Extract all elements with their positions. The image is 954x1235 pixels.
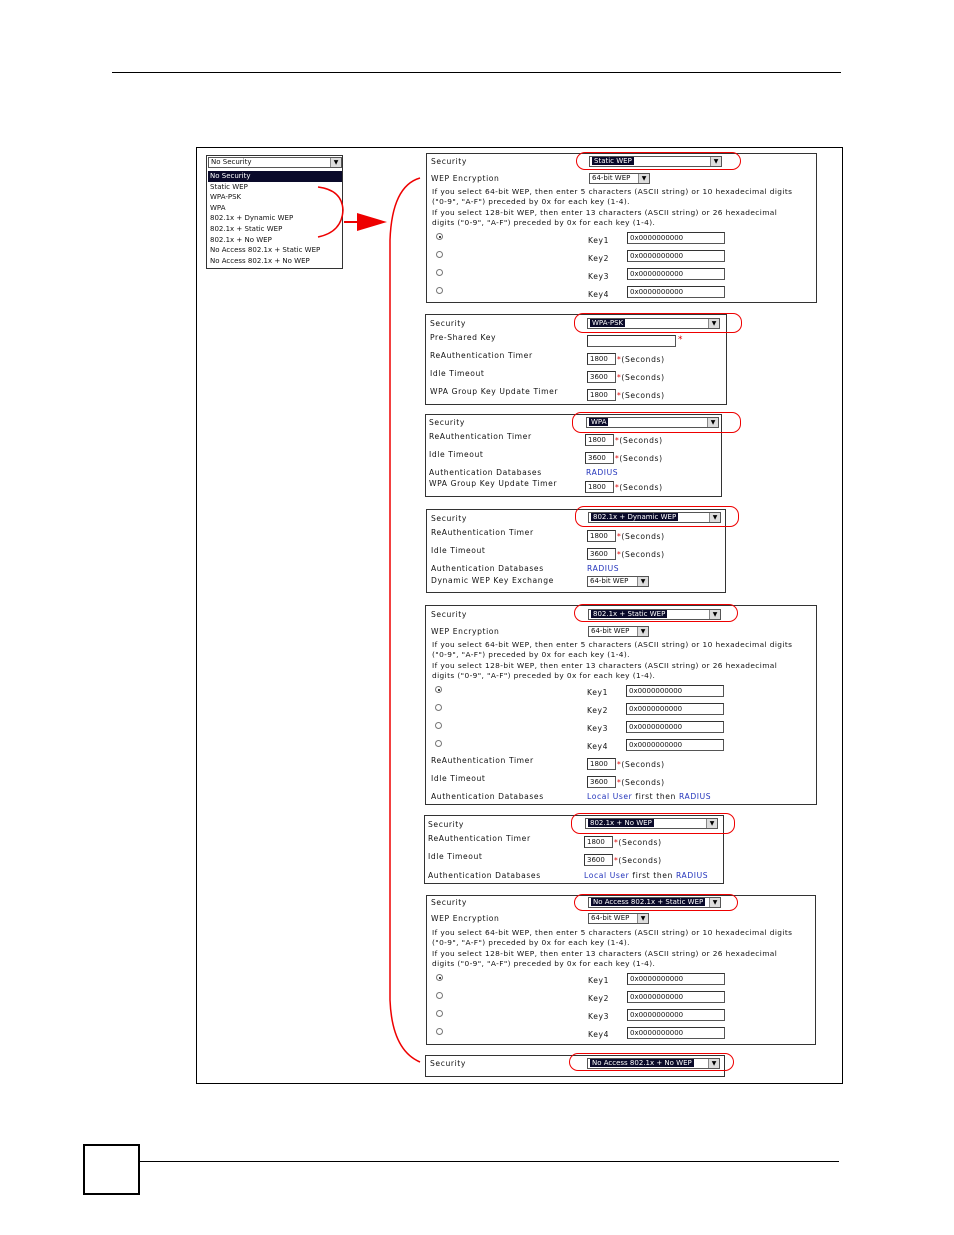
reauth-label: ReAuthentication Timer [429, 432, 532, 441]
key2-radio[interactable] [436, 251, 443, 258]
auth-db-value [584, 871, 708, 880]
key3-radio[interactable] [435, 722, 442, 729]
security-label: Security [430, 319, 466, 328]
first-then-text: first then [632, 871, 673, 880]
seconds-label: *(Seconds) [617, 391, 665, 400]
wep-note-128: If you select 128-bit WEP, then enter 13 characters (ASCII string) or 26 hexadecimal digits ("0-9", "A-F") preceded by 0x for each key (1-4). [432, 949, 778, 969]
psk-input[interactable] [587, 335, 676, 347]
option-static-wep[interactable]: Static WEP [210, 182, 248, 191]
key4-label: Key4 [588, 290, 609, 299]
key3-label: Key3 [588, 1012, 609, 1021]
key1-input[interactable]: 0x0000000000 [627, 232, 725, 244]
key4-input[interactable]: 0x0000000000 [627, 286, 725, 298]
reauth-label: ReAuthentication Timer [430, 351, 533, 360]
key4-input[interactable]: 0x0000000000 [626, 739, 724, 751]
chevron-down-icon[interactable]: ▼ [709, 898, 720, 907]
option-no-access-no-wep[interactable]: No Access 802.1x + No WEP [210, 256, 310, 265]
key2-input[interactable]: 0x0000000000 [626, 703, 724, 715]
auth-db-label: Authentication Databases [431, 792, 544, 801]
reauth-label: ReAuthentication Timer [431, 528, 534, 537]
select-value: 802.1x + No WEP [590, 819, 652, 827]
wep-encryption-select[interactable] [588, 626, 649, 637]
wep-note-64: If you select 64-bit WEP, then enter 5 characters (ASCII string) or 10 hexadecimal digits ("0-9", "A-F") preceded by 0x for each key (1-4). [432, 187, 793, 207]
key3-label: Key3 [587, 724, 608, 733]
select-value: 64-bit WEP [592, 174, 631, 182]
key1-label: Key1 [587, 688, 608, 697]
group-key-label: WPA Group Key Update Timer [429, 479, 558, 488]
wep-note-128: If you select 128-bit WEP, then enter 13 characters (ASCII string) or 26 hexadecimal digits ("0-9", "A-F") preceded by 0x for each key (1-4). [432, 208, 778, 228]
highlight-oval [572, 412, 741, 433]
required-mark: * [617, 778, 622, 787]
highlight-oval [569, 1053, 734, 1071]
security-select-value: No Security [211, 158, 252, 166]
select-value: 802.1x + Static WEP [593, 610, 666, 618]
wep-note-64: If you select 64-bit WEP, then enter 5 characters (ASCII string) or 10 hexadecimal digits ("0-9", "A-F") preceded by 0x for each key (1-4). [432, 928, 793, 948]
auth-db-radius: RADIUS [587, 564, 620, 573]
required-mark: * [617, 550, 622, 559]
select-value: WPA-PSK [592, 319, 624, 327]
psk-label: Pre-Shared Key [430, 333, 497, 342]
required-mark: * [617, 391, 622, 400]
key3-radio[interactable] [436, 1010, 443, 1017]
security-label: Security [431, 610, 467, 619]
reauth-label: ReAuthentication Timer [431, 756, 534, 765]
chevron-down-icon[interactable]: ▼ [330, 158, 341, 167]
chevron-down-icon[interactable]: ▼ [707, 418, 718, 427]
idle-input[interactable]: 3600 [585, 452, 614, 464]
seconds-label: *(Seconds) [615, 454, 663, 463]
chevron-down-icon[interactable]: ▼ [708, 1059, 719, 1068]
highlight-oval [574, 894, 738, 911]
required-mark: * [617, 355, 622, 364]
select-value: 64-bit WEP [590, 577, 629, 585]
key2-label: Key2 [588, 994, 609, 1003]
key2-label: Key2 [588, 254, 609, 263]
key4-radio[interactable] [436, 287, 443, 294]
radius-link: RADIUS [675, 871, 709, 880]
idle-label: Idle Timeout [431, 774, 486, 783]
security-label: Security [431, 514, 467, 523]
reauth-label: ReAuthentication Timer [428, 834, 531, 843]
chevron-down-icon[interactable]: ▼ [709, 513, 720, 522]
seconds-label: *(Seconds) [617, 550, 665, 559]
reauth-input[interactable]: 1800 [587, 530, 616, 542]
auth-db-label: Authentication Databases [431, 564, 544, 573]
highlight-oval [576, 152, 741, 170]
auth-db-label: Authentication Databases [428, 871, 541, 880]
wep-note-64: If you select 64-bit WEP, then enter 5 characters (ASCII string) or 10 hexadecimal digits ("0-9", "A-F") preceded by 0x for each key (1-4). [432, 640, 793, 660]
highlight-oval [575, 506, 739, 527]
required-mark: * [615, 436, 620, 445]
reauth-input[interactable]: 1800 [587, 353, 616, 365]
key3-input[interactable]: 0x0000000000 [626, 721, 724, 733]
key4-label: Key4 [587, 742, 608, 751]
auth-db-value [587, 792, 711, 801]
idle-input[interactable]: 3600 [584, 854, 613, 866]
group-key-label: WPA Group Key Update Timer [430, 387, 559, 396]
idle-label: Idle Timeout [429, 450, 484, 459]
chevron-down-icon[interactable]: ▼ [637, 577, 648, 586]
chevron-down-icon[interactable]: ▼ [709, 610, 720, 619]
dynamic-key-label: Dynamic WEP Key Exchange [431, 576, 554, 585]
security-label: Security [430, 1059, 466, 1068]
select-value: No Access 802.1x + No WEP [592, 1059, 692, 1067]
select-value: 64-bit WEP [591, 914, 630, 922]
idle-input[interactable]: 3600 [587, 776, 616, 788]
required-mark: * [615, 483, 620, 492]
key2-input[interactable]: 0x0000000000 [627, 250, 725, 262]
wep-encryption-label: WEP Encryption [431, 174, 500, 183]
seconds-label: *(Seconds) [615, 483, 663, 492]
dynamic-key-select[interactable] [587, 576, 649, 587]
chevron-down-icon[interactable]: ▼ [637, 627, 648, 636]
key2-radio[interactable] [435, 704, 442, 711]
chevron-down-icon[interactable]: ▼ [710, 157, 721, 166]
select-value: 64-bit WEP [591, 627, 630, 635]
required-mark: * [614, 856, 619, 865]
seconds-label: *(Seconds) [617, 760, 665, 769]
local-user-link: Local User [584, 871, 630, 880]
key1-radio[interactable] [436, 974, 443, 981]
seconds-label: *(Seconds) [617, 532, 665, 541]
chevron-down-icon[interactable]: ▼ [638, 174, 649, 183]
seconds-label: *(Seconds) [614, 838, 662, 847]
security-label: Security [431, 898, 467, 907]
radius-link: RADIUS [678, 792, 712, 801]
local-user-link: Local User [587, 792, 633, 801]
key2-label: Key2 [587, 706, 608, 715]
key1-input[interactable]: 0x0000000000 [627, 973, 725, 985]
option-8021x-no-wep[interactable]: 802.1x + No WEP [210, 235, 272, 244]
required-mark: * [615, 454, 620, 463]
seconds-label: *(Seconds) [617, 373, 665, 382]
arrow-right-icon [357, 213, 387, 231]
key1-label: Key1 [588, 236, 609, 245]
key4-input[interactable]: 0x0000000000 [627, 1027, 725, 1039]
option-no-access-static-wep[interactable]: No Access 802.1x + Static WEP [210, 246, 321, 255]
key1-input[interactable]: 0x0000000000 [626, 685, 724, 697]
security-label: Security [431, 157, 467, 166]
security-label: Security [429, 418, 465, 427]
chevron-down-icon[interactable]: ▼ [706, 819, 717, 828]
auth-db-radius: RADIUS [586, 468, 619, 477]
select-value: Static WEP [594, 157, 632, 165]
wep-encryption-label: WEP Encryption [431, 914, 500, 923]
wep-encryption-select[interactable] [589, 173, 650, 184]
idle-input[interactable]: 3600 [587, 548, 616, 560]
key3-input[interactable]: 0x0000000000 [627, 1009, 725, 1021]
key3-label: Key3 [588, 272, 609, 281]
wep-note-128: If you select 128-bit WEP, then enter 13 characters (ASCII string) or 26 hexadecimal digits ("0-9", "A-F") preceded by 0x for each key (1-4). [432, 661, 778, 681]
required-mark: * [617, 760, 622, 769]
select-value: No Access 802.1x + Static WEP [593, 898, 704, 906]
seconds-label: *(Seconds) [617, 355, 665, 364]
required-mark: * [678, 335, 683, 345]
select-value: 802.1x + Dynamic WEP [593, 513, 677, 521]
wep-encryption-select[interactable] [588, 913, 649, 924]
idle-label: Idle Timeout [431, 546, 486, 555]
first-then-text: first then [635, 792, 676, 801]
key2-radio[interactable] [436, 992, 443, 999]
idle-label: Idle Timeout [430, 369, 485, 378]
key4-label: Key4 [588, 1030, 609, 1039]
required-mark: * [617, 373, 622, 382]
reauth-input[interactable]: 1800 [585, 434, 614, 446]
idle-label: Idle Timeout [428, 852, 483, 861]
key1-radio[interactable] [436, 233, 443, 240]
group-key-input[interactable]: 1800 [585, 481, 614, 493]
option-8021x-static-wep[interactable]: 802.1x + Static WEP [210, 224, 283, 233]
key3-input[interactable]: 0x0000000000 [627, 268, 725, 280]
group-key-input[interactable]: 1800 [587, 389, 616, 401]
option-no-security[interactable]: No Security [208, 171, 342, 182]
security-label: Security [428, 820, 464, 829]
select-value: WPA [591, 418, 607, 426]
key1-radio[interactable] [435, 686, 442, 693]
key4-radio[interactable] [436, 1028, 443, 1035]
required-mark: * [614, 838, 619, 847]
seconds-label: *(Seconds) [617, 778, 665, 787]
reauth-input[interactable]: 1800 [584, 836, 613, 848]
key2-input[interactable]: 0x0000000000 [627, 991, 725, 1003]
seconds-label: *(Seconds) [615, 436, 663, 445]
highlight-oval [574, 313, 742, 333]
reauth-input[interactable]: 1800 [587, 758, 616, 770]
idle-input[interactable]: 3600 [587, 371, 616, 383]
seconds-label: *(Seconds) [614, 856, 662, 865]
key1-label: Key1 [588, 976, 609, 985]
option-wpa[interactable]: WPA [210, 203, 226, 212]
required-mark: * [617, 532, 622, 541]
highlight-oval [571, 813, 735, 834]
auth-db-label: Authentication Databases [429, 468, 542, 477]
option-wpa-psk[interactable]: WPA-PSK [210, 193, 242, 202]
chevron-down-icon[interactable]: ▼ [708, 319, 719, 328]
option-dynamic-wep[interactable]: 802.1x + Dynamic WEP [210, 214, 294, 223]
key3-radio[interactable] [436, 269, 443, 276]
wep-encryption-label: WEP Encryption [431, 627, 500, 636]
highlight-oval [574, 604, 738, 622]
key4-radio[interactable] [435, 740, 442, 747]
chevron-down-icon[interactable]: ▼ [637, 914, 648, 923]
